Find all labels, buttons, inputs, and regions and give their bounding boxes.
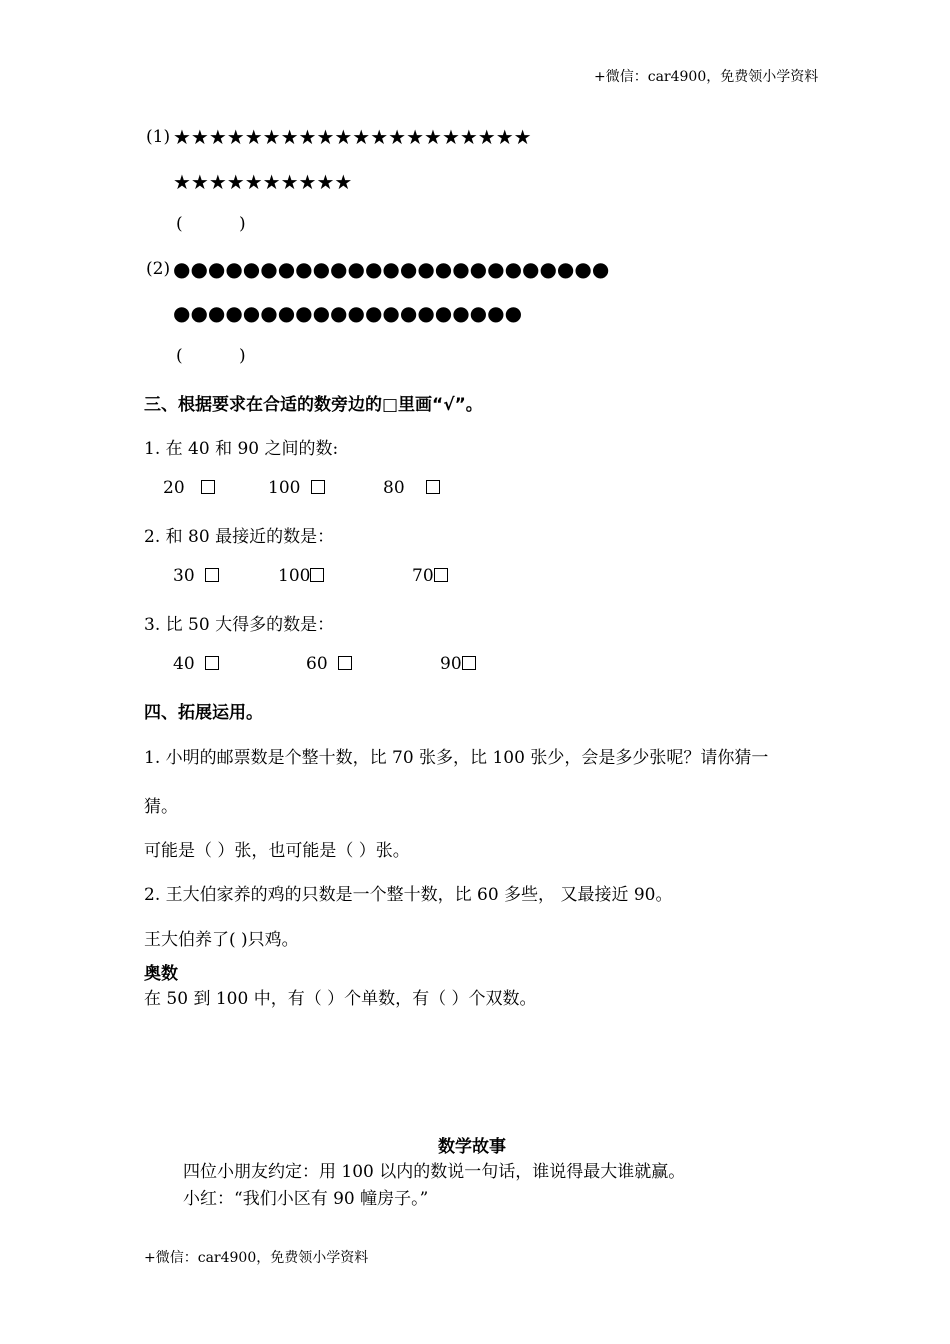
checkbox[interactable] xyxy=(426,480,440,494)
section3-q3: 3. 比 50 大得多的数是： xyxy=(144,615,335,635)
q2-option-3: 70 xyxy=(412,566,448,586)
checkbox[interactable] xyxy=(338,656,352,670)
section4-q2-answer: 王大伯养了( )只鸡。 xyxy=(144,930,299,950)
story-title: 数学故事 xyxy=(438,1137,506,1157)
q1-option-3: 80 xyxy=(383,478,440,498)
story-line1: 四位小朋友约定：用 100 以内的数说一句话，谁说得最大谁就赢。 xyxy=(183,1162,686,1182)
item1-stars-row2: ★★★★★★★★★★ xyxy=(173,170,353,194)
olympiad-title: 奥数 xyxy=(144,964,178,984)
item2-dots-row2: ●●●●●●●●●●●●●●●●●●●● xyxy=(173,301,523,325)
section4-q1-line1: 1. 小明的邮票数是个整十数，比 70 张多，比 100 张少，会是多少张呢？请你猜一 xyxy=(144,748,769,768)
q1-option-1: 20 xyxy=(163,478,215,498)
item2-dots-row1: ●●●●●●●●●●●●●●●●●●●●●●●●● xyxy=(173,257,610,281)
item1-stars-row1: ★★★★★★★★★★★★★★★★★★★★ xyxy=(173,125,532,149)
item1-answer-close: ) xyxy=(239,214,246,234)
section4-q2-line1: 2. 王大伯家养的鸡的只数是一个整十数，比 60 多些， 又最接近 90。 xyxy=(144,885,673,905)
checkbox[interactable] xyxy=(311,480,325,494)
section3-q1: 1. 在 40 和 90 之间的数: xyxy=(144,439,339,459)
q1-option-2: 100 xyxy=(268,478,325,498)
q2-option-1: 30 xyxy=(173,566,219,586)
section3-q2: 2. 和 80 最接近的数是： xyxy=(144,527,335,547)
item1-answer-open: ( xyxy=(176,214,183,234)
story-line2: 小红：“我们小区有 90 幢房子。” xyxy=(183,1189,429,1209)
q3-option-1: 40 xyxy=(173,654,219,674)
checkbox[interactable] xyxy=(205,656,219,670)
q3-option-2: 60 xyxy=(306,654,352,674)
section3-title: 三、根据要求在合适的数旁边的□里画“√”。 xyxy=(144,395,483,415)
section4-title: 四、拓展运用。 xyxy=(144,703,263,723)
olympiad-text: 在 50 到 100 中，有（ ）个单数，有（ ）个双数。 xyxy=(144,989,537,1009)
item2-answer-open: ( xyxy=(176,346,183,366)
checkbox[interactable] xyxy=(310,568,324,582)
checkbox[interactable] xyxy=(205,568,219,582)
item1-label: (1) xyxy=(146,127,171,147)
footer-watermark: +微信：car4900，免费领小学资料 xyxy=(144,1250,369,1266)
q3-option-3: 90 xyxy=(440,654,476,674)
section4-q1-answer: 可能是（ ）张，也可能是（ ）张。 xyxy=(144,841,410,861)
section4-q1-line2: 猜。 xyxy=(144,797,178,817)
checkbox[interactable] xyxy=(201,480,215,494)
checkbox[interactable] xyxy=(462,656,476,670)
item2-label: (2) xyxy=(146,259,171,279)
checkbox[interactable] xyxy=(434,568,448,582)
item2-answer-close: ) xyxy=(239,346,246,366)
header-watermark: +微信：car4900，免费领小学资料 xyxy=(594,69,819,85)
q2-option-2: 100 xyxy=(278,566,324,586)
